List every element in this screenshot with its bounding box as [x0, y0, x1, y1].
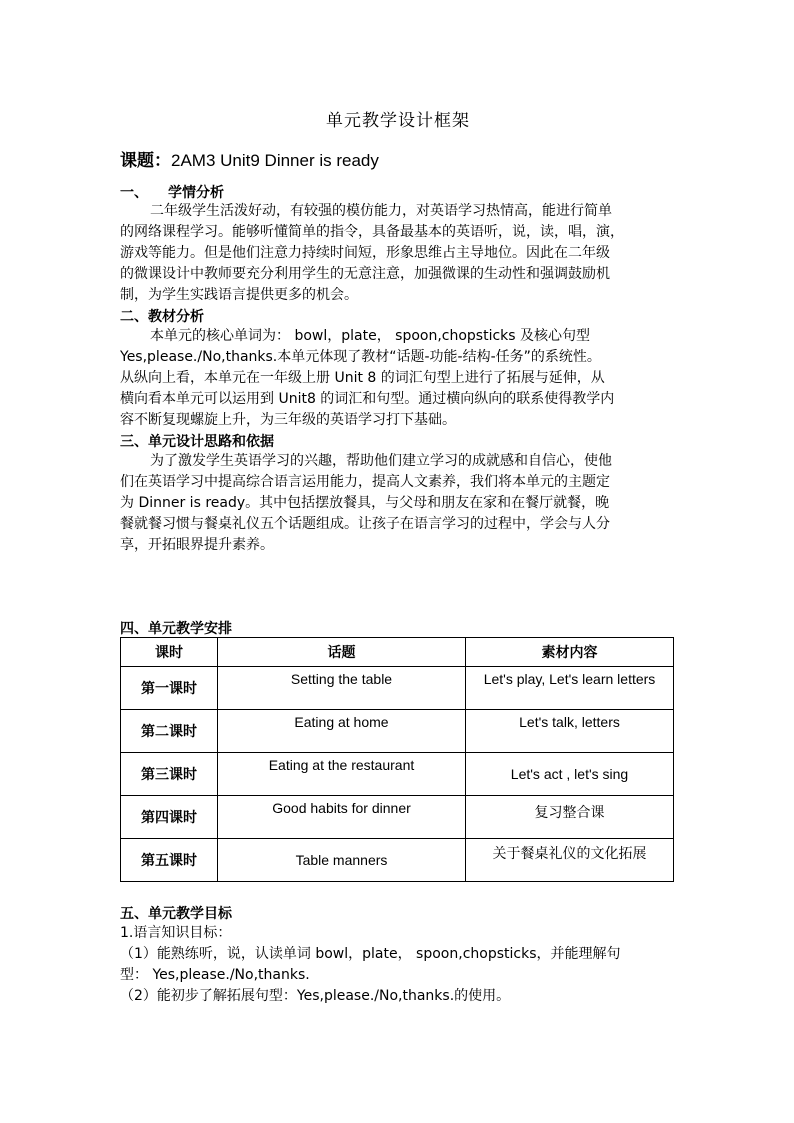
lesson-cell: 第三课时	[121, 753, 218, 796]
paragraph-line: 游戏等能力。但是他们注意力持续时间短，形象思维占主导地位。因此在二年级	[120, 245, 610, 261]
table-row	[121, 710, 674, 753]
paragraph-line: 的网络课程学习。能够听懂简单的指令，具备最基本的英语听，说，读，唱，演，	[120, 224, 624, 240]
section-3-paragraph	[120, 451, 676, 556]
lesson-cell: 第四课时	[121, 796, 218, 839]
section-2-heading: 二、教材分析	[120, 309, 204, 325]
topic-cell: Good habits for dinner	[218, 796, 466, 839]
paragraph-line: 的微课设计中教师要充分利用学生的无意注意，加强微课的生动性和强调鼓励机	[120, 266, 610, 282]
paragraph-line: 从纵向上看，本单元在一年级上册 Unit 8 的词汇句型上进行了拓展与延伸，从	[120, 370, 605, 386]
section-3-heading: 三、单元设计思路和依据	[120, 434, 274, 450]
course-label: 课题：	[120, 151, 171, 171]
paragraph-line: （1）能熟练听，说，认读单词 bowl，plate， spoon,chopsticks，并能理解句	[120, 946, 621, 962]
table-row	[121, 839, 674, 882]
topic-cell: Eating at home	[218, 710, 466, 753]
paragraph-line: 横向看本单元可以运用到 Unit8 的词汇和句型。通过横向纵向的联系使得教学内	[120, 391, 615, 407]
section-5-heading: 五、单元教学目标	[120, 906, 232, 922]
paragraph-line: 1.语言知识目标：	[120, 925, 232, 941]
topic-cell: Setting the table	[218, 667, 466, 710]
table-row	[121, 667, 674, 710]
material-cell: Let's play, Let's learn letters	[466, 667, 674, 710]
lesson-cell: 第一课时	[121, 667, 218, 710]
column-header-material: 素材内容	[466, 638, 674, 667]
lesson-plan-table	[120, 637, 674, 882]
paragraph-line: 本单元的核心单词为： bowl，plate， spoon,chopsticks 及核心句型	[150, 328, 591, 344]
table-row	[121, 796, 674, 839]
section-2-paragraph	[120, 326, 676, 431]
paragraph-line: 们在英语学习中提高综合语言运用能力，提高人文素养，我们将本单元的主题定	[120, 474, 610, 490]
paragraph-line: 为 Dinner is ready。其中包括摆放餐具，与父母和朋友在家和在餐厅就餐，晚	[120, 495, 610, 511]
section-1-heading-number: 一、	[120, 185, 148, 201]
paragraph-line: 容不断复现螺旋上升，为三年级的英语学习打下基础。	[120, 412, 456, 428]
lesson-cell: 第二课时	[121, 710, 218, 753]
section-4-heading: 四、单元教学安排	[120, 621, 232, 637]
paragraph-line: （2）能初步了解拓展句型：Yes,please./No,thanks.的使用。	[120, 988, 511, 1004]
material-cell: 关于餐桌礼仪的文化拓展	[466, 839, 674, 882]
paragraph-line: Yes,please./No,thanks.本单元体现了教材“话题-功能-结构-任务”的系统性。	[120, 349, 601, 365]
section-1-heading-text: 学情分析	[168, 185, 224, 201]
table-header-row	[121, 638, 674, 667]
material-cell: Let's talk, letters	[466, 710, 674, 753]
material-cell: Let's act , let's sing	[466, 753, 674, 796]
column-header-topic: 话题	[218, 638, 466, 667]
topic-cell: Table manners	[218, 839, 466, 882]
section-1-heading	[120, 182, 224, 202]
paragraph-line: 餐就餐习惯与餐桌礼仪五个话题组成。让孩子在语言学习的过程中，学会与人分	[120, 516, 610, 532]
topic-cell: Eating at the restaurant	[218, 753, 466, 796]
course-value: 2AM3 Unit9 Dinner is ready	[171, 151, 379, 170]
material-cell: 复习整合课	[466, 796, 674, 839]
paragraph-line: 型： Yes,please./No,thanks.	[120, 967, 310, 983]
course-title	[120, 146, 379, 171]
paragraph-line: 为了激发学生英语学习的兴趣，帮助他们建立学习的成就感和自信心，使他	[150, 453, 612, 469]
section-1-paragraph	[120, 201, 676, 306]
table-row	[121, 753, 674, 796]
paragraph-line: 二年级学生活泼好动，有较强的模仿能力，对英语学习热情高，能进行简单	[150, 203, 612, 219]
paragraph-line: 享，开拓眼界提升素养。	[120, 537, 274, 553]
column-header-lesson: 课时	[121, 638, 218, 667]
lesson-cell: 第五课时	[121, 839, 218, 882]
paragraph-line: 制，为学生实践语言提供更多的机会。	[120, 287, 358, 303]
section-5-paragraph	[120, 923, 676, 1007]
page-title: 单元教学设计框架	[326, 111, 470, 131]
